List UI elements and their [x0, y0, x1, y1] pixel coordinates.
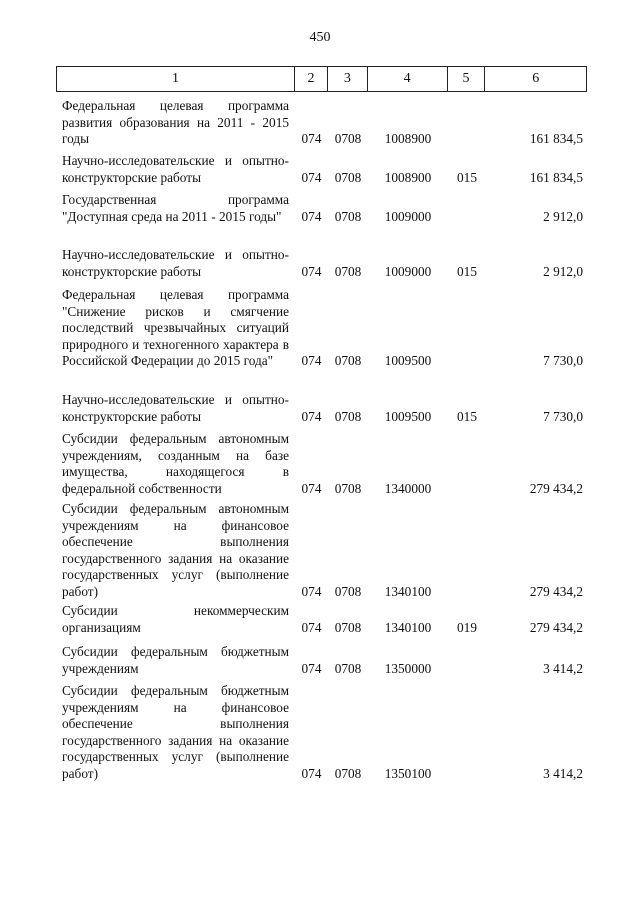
row-code-2: 074	[301, 208, 322, 224]
row-amount: 2 912,0	[543, 208, 583, 224]
row-code-3: 0708	[334, 480, 362, 496]
row-amount: 2 912,0	[543, 263, 583, 279]
table-row	[56, 603, 587, 636]
row-amount: 7 730,0	[543, 353, 583, 369]
row-code-5: 015	[457, 169, 477, 185]
row-code-2: 074	[301, 408, 322, 424]
row-code-3: 0708	[334, 619, 362, 635]
row-code-3: 0708	[334, 263, 362, 279]
page-number: 450	[309, 30, 331, 45]
row-code-2: 074	[301, 353, 322, 369]
row-code-4: 1009500	[384, 408, 432, 424]
row-code-2: 074	[301, 660, 322, 676]
row-name: Научно-исследовательские и опытно-конструкторские работы	[62, 392, 289, 424]
row-amount: 161 834,5	[529, 169, 583, 185]
row-code-3: 0708	[334, 131, 362, 147]
row-amount: 279 434,2	[529, 583, 583, 599]
row-code-4: 1009000	[384, 263, 432, 279]
row-code-2: 074	[301, 583, 322, 599]
table-row	[56, 683, 587, 783]
row-name: Субсидии федеральным автономным учреждениям, созданным на базе имущества, находящегося в федеральной собственности	[62, 431, 289, 496]
row-code-4: 1340000	[384, 480, 432, 496]
row-name: Научно-исследовательские и опытно-конструкторские работы	[62, 247, 289, 279]
row-code-2: 074	[301, 765, 322, 781]
row-amount: 3 414,2	[543, 660, 583, 676]
row-code-4: 1340100	[384, 619, 432, 635]
row-code-4: 1350000	[384, 660, 432, 676]
row-code-5: 015	[457, 263, 477, 279]
row-amount: 279 434,2	[529, 480, 583, 496]
row-code-4: 1008900	[384, 169, 432, 185]
row-code-2: 074	[301, 619, 322, 635]
row-code-3: 0708	[334, 660, 362, 676]
table-row	[56, 153, 587, 186]
row-name: Федеральная целевая программа развития образования на 2011 - 2015 годы	[62, 98, 289, 147]
row-code-4: 1009000	[384, 208, 432, 224]
header-col-1: 1	[57, 67, 295, 91]
row-name: Субсидии федеральным бюджетным учреждениям на финансовое обеспечение выполнения государственного задания на оказание государственных услуг (выполнение работ)	[62, 683, 289, 781]
header-col-4: 4	[368, 67, 448, 91]
row-name: Субсидии некоммерческим организациям	[62, 603, 289, 635]
table-row	[56, 644, 587, 677]
row-code-3: 0708	[334, 208, 362, 224]
table-row	[56, 501, 587, 601]
row-code-3: 0708	[334, 169, 362, 185]
table-row	[56, 392, 587, 425]
row-code-2: 074	[301, 263, 322, 279]
row-code-3: 0708	[334, 408, 362, 424]
row-amount: 279 434,2	[529, 619, 583, 635]
row-name: Субсидии федеральным бюджетным учреждениям	[62, 644, 289, 676]
row-code-4: 1340100	[384, 583, 432, 599]
row-code-2: 074	[301, 480, 322, 496]
header-col-3: 3	[328, 67, 368, 91]
table-header	[56, 66, 587, 92]
row-amount: 7 730,0	[543, 408, 583, 424]
row-code-4: 1008900	[384, 131, 432, 147]
row-code-3: 0708	[334, 583, 362, 599]
row-code-2: 074	[301, 169, 322, 185]
header-col-5: 5	[448, 67, 486, 91]
row-code-3: 0708	[334, 765, 362, 781]
row-code-4: 1350100	[384, 765, 432, 781]
table-row	[56, 192, 587, 225]
row-name: Субсидии федеральным автономным учреждениям на финансовое обеспечение выполнения государственного задания на оказание государственных услуг (выполнение работ)	[62, 501, 289, 599]
table-row	[56, 247, 587, 280]
row-name: Государственная программа "Доступная среда на 2011 - 2015 годы"	[62, 192, 289, 224]
table-row	[56, 98, 587, 148]
row-code-5: 015	[457, 408, 477, 424]
row-code-2: 074	[301, 131, 322, 147]
row-code-5: 019	[457, 619, 477, 635]
table-row	[56, 287, 587, 370]
row-code-3: 0708	[334, 353, 362, 369]
row-code-4: 1009500	[384, 353, 432, 369]
row-name: Научно-исследовательские и опытно-конструкторские работы	[62, 153, 289, 185]
row-amount: 3 414,2	[543, 765, 583, 781]
header-col-6: 6	[532, 71, 540, 86]
row-name: Федеральная целевая программа "Снижение рисков и смягчение последствий чрезвычайных ситуаций природного и техногенного характера в Российской Федерации до 2015 года"	[62, 287, 289, 369]
row-amount: 161 834,5	[529, 131, 583, 147]
header-col-2: 2	[295, 67, 328, 91]
table-row	[56, 431, 587, 497]
